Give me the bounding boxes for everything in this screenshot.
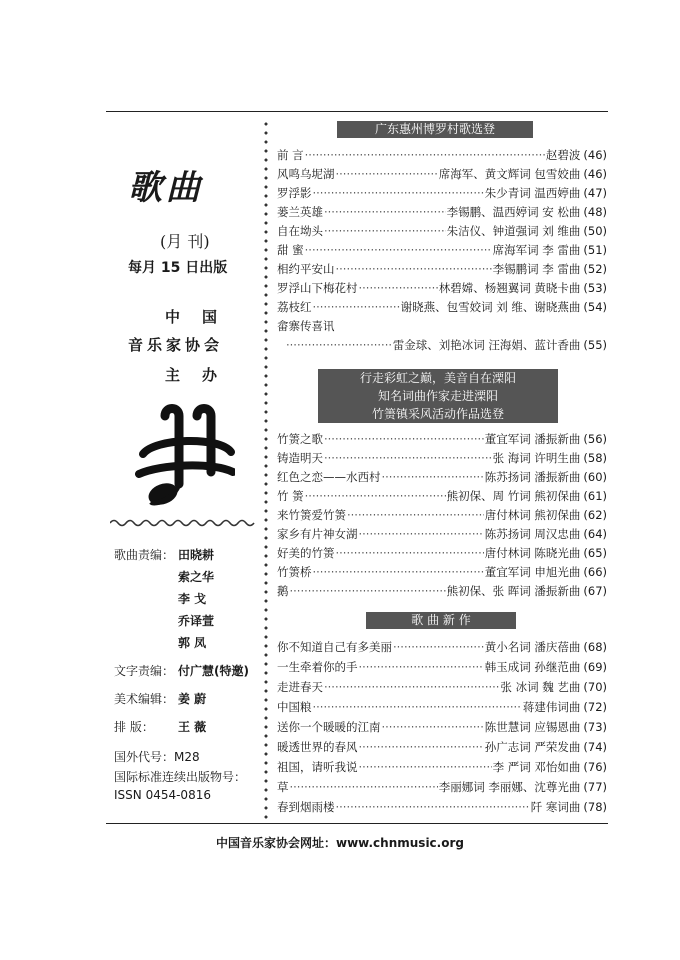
toc-entry[interactable] bbox=[277, 260, 607, 278]
section-banner-line: 行走彩虹之巅，美音自在溧阳 bbox=[359, 371, 516, 385]
entry-title: 春到烟雨楼 bbox=[277, 800, 335, 814]
toc-entry[interactable] bbox=[277, 468, 607, 486]
toc-entry[interactable] bbox=[277, 165, 607, 183]
toc-entry[interactable] bbox=[277, 563, 607, 581]
column-divider bbox=[262, 120, 270, 820]
toc-entry[interactable] bbox=[277, 146, 607, 164]
entry-page: (61) bbox=[583, 489, 607, 503]
entry-title: 罗浮影 bbox=[277, 186, 312, 200]
layout-row bbox=[114, 718, 206, 735]
entry-page: (62) bbox=[583, 508, 607, 522]
entry-authors: 谢晓燕、包雪姣词 刘 维、谢晓燕曲 bbox=[400, 300, 581, 314]
leader-dots bbox=[359, 760, 492, 774]
section-banner bbox=[318, 369, 558, 423]
leader-dots bbox=[382, 470, 484, 484]
toc-entry[interactable] bbox=[277, 222, 607, 240]
leader-dots bbox=[336, 262, 492, 276]
publication-date: 每月 15 日出版 bbox=[128, 260, 228, 276]
entry-authors: 唐付林词 陈晓光曲 bbox=[484, 546, 581, 560]
entry-page: (74) bbox=[583, 740, 607, 754]
entry-page: (47) bbox=[583, 186, 607, 200]
toc-entry[interactable] bbox=[277, 449, 607, 467]
song-editor-name: 郭 凤 bbox=[178, 636, 207, 650]
entry-title: 送你一个暖暖的江南 bbox=[277, 720, 381, 734]
entry-authors: 阡 寒词曲 bbox=[530, 800, 581, 814]
entry-page: (55) bbox=[583, 338, 607, 352]
music-emblem-icon bbox=[135, 402, 235, 510]
entry-page: (68) bbox=[583, 640, 607, 654]
entry-authors: 韩玉成词 孙继范曲 bbox=[484, 660, 581, 674]
leader-dots bbox=[324, 224, 446, 238]
toc-entry[interactable] bbox=[277, 279, 607, 297]
entry-title: 中国粮 bbox=[277, 700, 312, 714]
entry-page: (56) bbox=[583, 432, 607, 446]
entry-authors: 李 严词 邓怡如曲 bbox=[492, 760, 581, 774]
magazine-title: 歌曲 bbox=[128, 168, 204, 208]
entry-authors: 黄小名词 潘庆蓓曲 bbox=[484, 640, 581, 654]
entry-title: 鹅 bbox=[277, 584, 289, 598]
leader-dots bbox=[305, 148, 545, 162]
toc-entry[interactable] bbox=[277, 778, 607, 796]
entry-page: (78) bbox=[583, 800, 607, 814]
leader-dots bbox=[324, 680, 499, 694]
toc-entry[interactable] bbox=[277, 203, 607, 221]
entry-title: 红色之恋——水西村 bbox=[277, 470, 381, 484]
entry-authors: 张 海词 许明生曲 bbox=[492, 451, 581, 465]
text-editor-row bbox=[114, 662, 249, 679]
toc-entry[interactable] bbox=[277, 582, 607, 600]
entry-page: (46) bbox=[583, 167, 607, 181]
toc-entry[interactable] bbox=[277, 184, 607, 202]
section-banner bbox=[337, 121, 533, 138]
song-editor-name: 索之华 bbox=[178, 570, 215, 584]
leader-dots bbox=[305, 243, 492, 257]
entry-title: 相约平安山 bbox=[277, 262, 335, 276]
entry-authors: 陈苏扬词 潘振新曲 bbox=[484, 470, 581, 484]
toc-entry[interactable] bbox=[277, 487, 607, 505]
section-banner-line: 歌 曲 新 作 bbox=[411, 613, 471, 627]
entry-page: (76) bbox=[583, 760, 607, 774]
leader-dots bbox=[324, 205, 446, 219]
leader-dots bbox=[324, 432, 484, 446]
toc-entry[interactable] bbox=[277, 430, 607, 448]
entry-authors: 席海军、黄文辉词 包雪姣曲 bbox=[438, 167, 581, 181]
issn: ISSN 0454-0816 bbox=[114, 788, 211, 802]
entry-authors: 陈苏扬词 周汉忠曲 bbox=[484, 527, 581, 541]
foreign-code: 国外代号：M28 bbox=[114, 750, 200, 764]
leader-dots bbox=[359, 527, 484, 541]
leader-dots bbox=[336, 546, 484, 560]
entry-title: 畲寨传喜讯 bbox=[277, 319, 335, 333]
leader-dots bbox=[290, 780, 438, 794]
entry-title: 来竹箦爱竹箦 bbox=[277, 508, 346, 522]
bottom-rule bbox=[106, 823, 608, 824]
entry-authors: 林碧嫦、杨翘翼词 黄晓卡曲 bbox=[438, 281, 581, 295]
entry-title: 你不知道自己有多美丽 bbox=[277, 640, 392, 654]
toc-entry[interactable] bbox=[277, 525, 607, 543]
entry-page: (77) bbox=[583, 780, 607, 794]
entry-title: 一生牵着你的手 bbox=[277, 660, 358, 674]
song-editor-name: 李 戈 bbox=[178, 592, 207, 606]
entry-authors: 张 冰词 魏 艺曲 bbox=[500, 680, 581, 694]
toc-entry[interactable] bbox=[277, 738, 607, 756]
frequency: (月 刊) bbox=[160, 232, 210, 251]
leader-dots bbox=[336, 167, 438, 181]
song-editor-label: 歌曲责编： bbox=[114, 548, 175, 562]
toc-entry[interactable] bbox=[277, 658, 607, 676]
toc-entry[interactable] bbox=[277, 544, 607, 562]
art-editor-row bbox=[114, 690, 206, 707]
footer-website: 中国音乐家协会网址：www.chnmusic.org bbox=[216, 836, 464, 850]
entry-title: 前 言 bbox=[277, 148, 304, 162]
entry-authors: 陈世慧词 应锡恩曲 bbox=[484, 720, 581, 734]
entry-title: 蒌兰英雄 bbox=[277, 205, 323, 219]
entry-authors: 李锡鹏、温西婷词 安 松曲 bbox=[446, 205, 581, 219]
entry-page: (73) bbox=[583, 720, 607, 734]
leader-dots bbox=[382, 720, 484, 734]
entry-title: 好美的竹箦 bbox=[277, 546, 335, 560]
entry-authors: 李锡鹏词 李 雷曲 bbox=[492, 262, 581, 276]
entry-title: 风鸣乌坭湖 bbox=[277, 167, 335, 181]
decorative-wave bbox=[110, 518, 258, 528]
entry-authors: 雷金球、刘艳冰词 汪海娟、蓝计香曲 bbox=[392, 338, 581, 352]
entry-authors: 朱少青词 温西婷曲 bbox=[484, 186, 581, 200]
org-line-3: 主办 bbox=[165, 366, 240, 384]
entry-authors: 熊初保、周 竹词 熊初保曲 bbox=[446, 489, 581, 503]
entry-authors: 熊初保、张 晖词 潘振新曲 bbox=[446, 584, 581, 598]
leader-dots bbox=[313, 700, 522, 714]
org-line-2: 音乐家协会 bbox=[128, 336, 224, 354]
entry-page: (65) bbox=[583, 546, 607, 560]
entry-title: 走进春天 bbox=[277, 680, 323, 694]
entry-authors: 席海军词 李 雷曲 bbox=[492, 243, 581, 257]
entry-page: (48) bbox=[583, 205, 607, 219]
toc-entry[interactable] bbox=[277, 698, 607, 716]
entry-title: 铸造明天 bbox=[277, 451, 323, 465]
leader-dots bbox=[393, 640, 484, 654]
section-banner-line: 知名词曲作家走进溧阳 bbox=[377, 389, 498, 403]
leader-dots bbox=[305, 489, 446, 503]
entry-title: 竹箦之歌 bbox=[277, 432, 323, 446]
entry-authors: 董宜军词 申旭光曲 bbox=[484, 565, 581, 579]
entry-title: 荔枝红 bbox=[277, 300, 312, 314]
text-editor-name: 付广慧(特邀) bbox=[178, 664, 249, 678]
entry-page: (67) bbox=[583, 584, 607, 598]
toc-entry[interactable] bbox=[277, 718, 607, 736]
toc-entry[interactable] bbox=[277, 798, 607, 816]
layout-label: 排 版： bbox=[114, 720, 154, 734]
toc-entry[interactable] bbox=[277, 241, 607, 259]
leader-dots bbox=[290, 584, 446, 598]
entry-page: (66) bbox=[583, 565, 607, 579]
toc-entry[interactable] bbox=[277, 758, 607, 776]
entry-authors: 蒋建伟词曲 bbox=[522, 700, 581, 714]
entry-title: 甜 蜜 bbox=[277, 243, 304, 257]
entry-authors: 李丽娜词 李丽娜、沈尊光曲 bbox=[438, 780, 581, 794]
entry-title: 竹 箦 bbox=[277, 489, 304, 503]
entry-title: 自在坳头 bbox=[277, 224, 323, 238]
entry-page: (54) bbox=[583, 300, 607, 314]
issn-label: 国际标准连续出版物号： bbox=[114, 770, 247, 784]
entry-title: 草 bbox=[277, 780, 289, 794]
toc-entry[interactable] bbox=[277, 638, 607, 656]
song-editor-name: 乔译萱 bbox=[178, 614, 215, 628]
entry-page: (52) bbox=[583, 262, 607, 276]
section-banner-line: 竹箦镇采风活动作品选登 bbox=[371, 407, 504, 421]
section-banner bbox=[366, 612, 516, 629]
toc-entry[interactable] bbox=[277, 317, 607, 335]
entry-page: (70) bbox=[583, 680, 607, 694]
entry-authors: 唐付林词 熊初保曲 bbox=[484, 508, 581, 522]
leader-dots bbox=[324, 451, 492, 465]
art-editor-label: 美术编辑： bbox=[114, 692, 175, 706]
entry-title: 竹箦桥 bbox=[277, 565, 312, 579]
section-banner-line: 广东惠州博罗村歌选登 bbox=[374, 122, 495, 136]
entry-page: (53) bbox=[583, 281, 607, 295]
leader-dots bbox=[286, 338, 392, 352]
entry-authors: 孙广志词 严荣发曲 bbox=[484, 740, 581, 754]
song-editor-name: 田晓耕 bbox=[178, 548, 215, 562]
text-editor-label: 文字责编： bbox=[114, 664, 175, 678]
org-line-1: 中国 bbox=[165, 308, 240, 326]
entry-page: (72) bbox=[583, 700, 607, 714]
leader-dots bbox=[359, 660, 484, 674]
leader-dots bbox=[313, 186, 484, 200]
leader-dots bbox=[313, 565, 484, 579]
leader-dots bbox=[359, 740, 484, 754]
toc-entry-continued[interactable] bbox=[285, 336, 607, 354]
leader-dots bbox=[347, 508, 484, 522]
entry-authors: 董宜军词 潘振新曲 bbox=[484, 432, 581, 446]
entry-page: (46) bbox=[583, 148, 607, 162]
top-rule bbox=[106, 111, 608, 112]
entry-title: 罗浮山下梅花村 bbox=[277, 281, 358, 295]
entry-page: (60) bbox=[583, 470, 607, 484]
entry-title: 家乡有片神女湖 bbox=[277, 527, 358, 541]
entry-page: (51) bbox=[583, 243, 607, 257]
entry-page: (69) bbox=[583, 660, 607, 674]
toc-entry[interactable] bbox=[277, 298, 607, 316]
entry-page: (64) bbox=[583, 527, 607, 541]
entry-page: (58) bbox=[583, 451, 607, 465]
song-editor-row bbox=[114, 546, 214, 563]
entry-authors: 朱洁仪、钟道强词 刘 维曲 bbox=[446, 224, 581, 238]
layout-name: 王 薇 bbox=[178, 720, 207, 734]
toc-entry[interactable] bbox=[277, 506, 607, 524]
entry-authors: 赵碧波 bbox=[545, 148, 581, 162]
entry-page: (50) bbox=[583, 224, 607, 238]
entry-title: 祖国，请听我说 bbox=[277, 760, 358, 774]
entry-title: 暖透世界的春风 bbox=[277, 740, 358, 754]
toc-entry[interactable] bbox=[277, 678, 607, 696]
leader-dots bbox=[336, 800, 530, 814]
leader-dots bbox=[359, 281, 438, 295]
art-editor-name: 姜 蔚 bbox=[178, 692, 207, 706]
leader-dots bbox=[313, 300, 400, 314]
